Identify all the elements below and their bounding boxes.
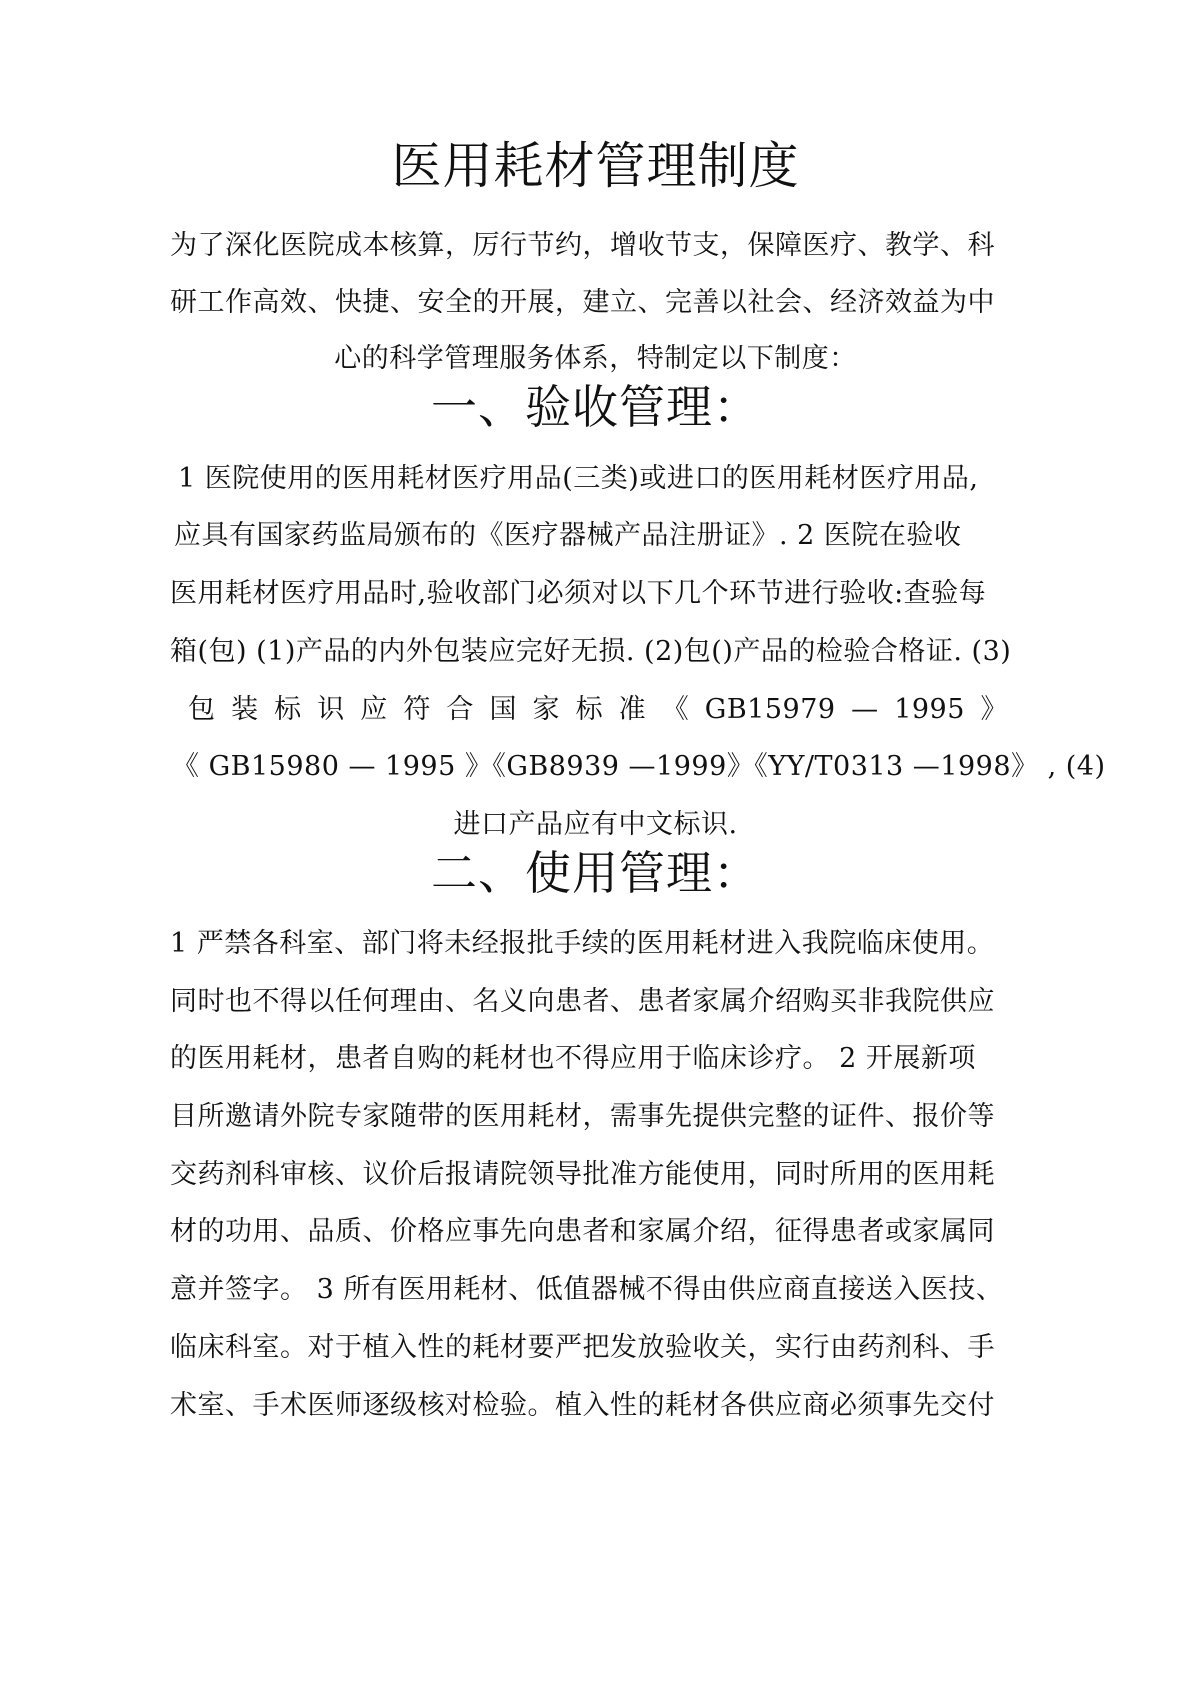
section2-line-4: 目所邀请外院专家随带的医用耗材，需事先提供完整的证件、报价等 xyxy=(170,1101,995,1132)
spread-char: 国 xyxy=(489,694,517,725)
spread-char: 合 xyxy=(446,694,474,725)
section1-line-4: 箱(包) (1)产品的内外包装应完好无损. (2)包()产品的检验合格证. (3) xyxy=(170,636,1012,667)
section-heading-acceptance: 一、验收管理： xyxy=(431,380,760,434)
section2-line-6: 材的功用、品质、价格应事先向患者和家属介绍，征得患者或家属同 xyxy=(170,1216,995,1247)
intro-line-1: 为了深化医院成本核算，厉行节约，增收节支，保障医疗、教学、科 xyxy=(170,230,995,261)
spread-char: 》 xyxy=(980,694,1008,725)
spread-char: 准 xyxy=(618,694,647,725)
section2-line-8: 临床科室。对于植入性的耗材要严把发放验收关，实行由药剂科、手 xyxy=(170,1332,995,1363)
section2-line-5: 交药剂科审核、议价后报请院领导批准方能使用，同时所用的医用耗 xyxy=(170,1159,995,1190)
spread-char: 识 xyxy=(317,694,345,725)
section1-line-3: 医用耗材医疗用品时,验收部门必须对以下几个环节进行验收:查验每 xyxy=(170,578,987,609)
section1-line-1: 1 医院使用的医用耗材医疗用品(三类)或进口的医用耗材医疗用品, xyxy=(178,463,979,494)
spread-char: 符 xyxy=(403,694,431,725)
spread-char: 装 xyxy=(231,694,259,725)
document-title: 医用耗材管理制度 xyxy=(391,137,800,195)
spread-char: 1995 xyxy=(894,694,965,725)
section2-line-9: 术室、手术医师逐级核对检验。植入性的耗材各供应商必须事先交付 xyxy=(170,1390,995,1421)
section2-line-3: 的医用耗材，患者自购的耗材也不得应用于临床诊疗。 2 开展新项 xyxy=(170,1043,976,1074)
section2-line-1: 1 严禁各科室、部门将未经报批手续的医用耗材进入我院临床使用。 xyxy=(170,928,995,959)
section1-line-5 xyxy=(188,693,1008,727)
section2-line-2: 同时也不得以任何理由、名义向患者、患者家属介绍购买非我院供应 xyxy=(170,986,995,1017)
spread-char: 应 xyxy=(360,694,388,725)
section-heading-usage: 二、使用管理： xyxy=(431,846,760,900)
section1-line-7: 进口产品应有中文标识. xyxy=(453,809,738,840)
spread-char: 标 xyxy=(274,694,302,725)
spread-char: GB15979 xyxy=(704,694,836,725)
spread-char: 标 xyxy=(575,694,604,725)
spread-char: 家 xyxy=(532,694,560,725)
spread-char: 包 xyxy=(188,694,216,725)
section2-line-7: 意并签字。 3 所有医用耗材、低值器械不得由供应商直接送入医技、 xyxy=(170,1274,1004,1305)
spread-char: 《 xyxy=(661,694,690,725)
section1-line-2: 应具有国家药监局颁布的《医疗器械产品注册证》. 2 医院在验收 xyxy=(174,520,962,551)
section1-line-6: 《 GB15980 — 1995 》《GB8939 —1999》《YY/T0313 —1998》 , (4) xyxy=(172,751,1106,782)
intro-line-3: 心的科学管理服务体系，特制定以下制度： xyxy=(334,343,857,374)
intro-line-2: 研工作高效、快捷、安全的开展，建立、完善以社会、经济效益为中 xyxy=(170,287,995,318)
spread-char: — xyxy=(851,694,879,725)
